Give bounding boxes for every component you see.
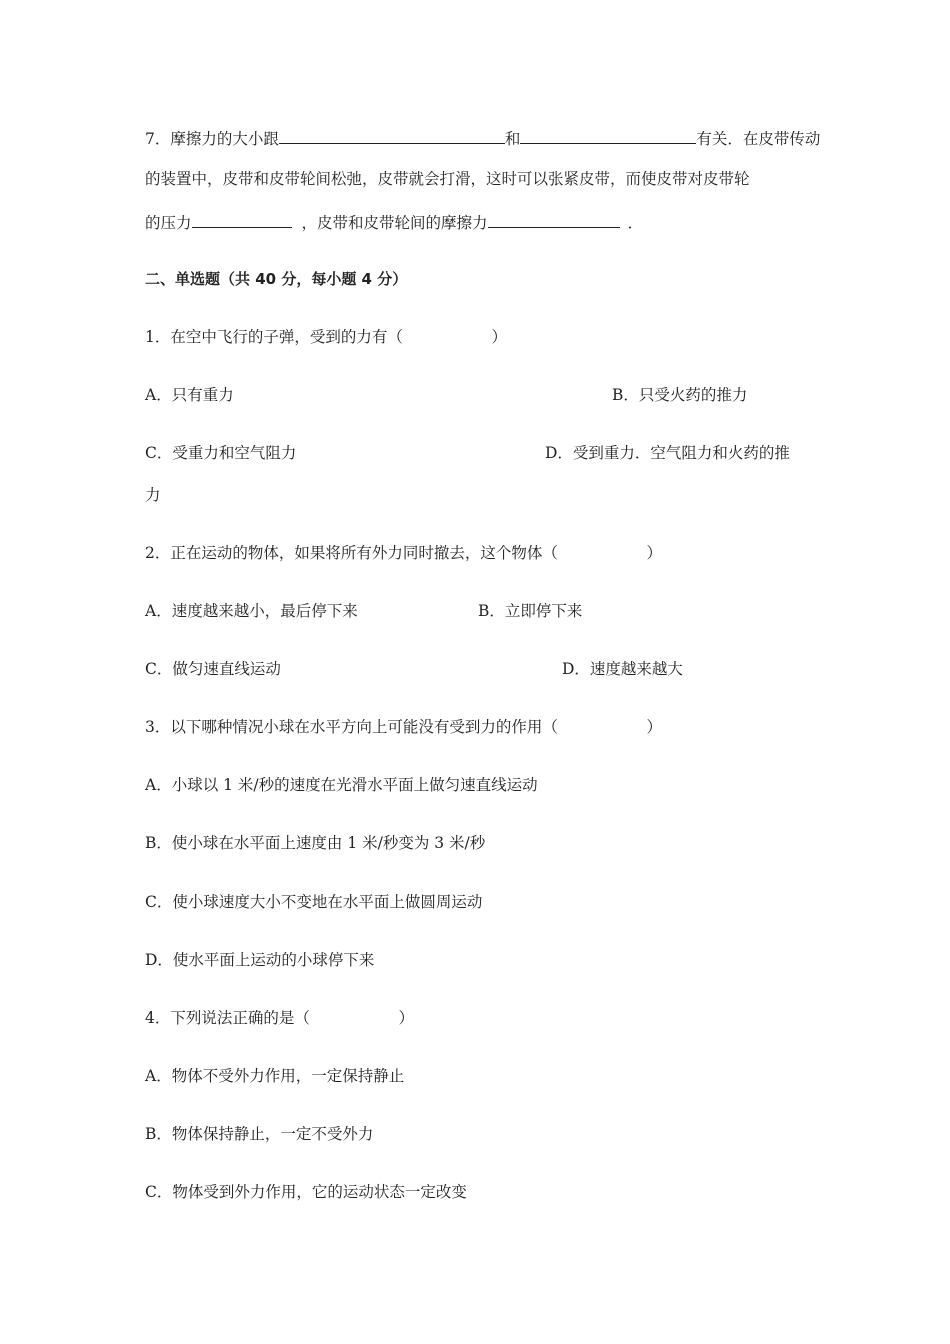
q7-text-5: ，皮带和皮带轮间的摩擦力 [301, 214, 488, 232]
question-3-option-a[interactable]: A．小球以 1 米/秒的速度在光滑水平面上做匀速直线运动 [145, 776, 538, 794]
q7-line-1 [145, 127, 820, 149]
section-title: 二、单选题（共 40 分，每小题 4 分） [145, 270, 408, 288]
question-4-stem: 4．下列说法正确的是（ ） [145, 1009, 415, 1027]
question-1-option-d[interactable]: D．受到重力．空气阻力和火药的推 [545, 444, 790, 462]
q7-blank-1[interactable] [279, 127, 505, 144]
question-3-option-b[interactable]: B．使小球在水平面上速度由 1 米/秒变为 3 米/秒 [145, 834, 486, 852]
q7-text-6: ． [627, 214, 644, 232]
question-1-stem: 1．在空中飞行的子弹，受到的力有（ ） [145, 328, 508, 346]
q7-blank-2[interactable] [520, 127, 696, 144]
question-1-option-c[interactable]: C．受重力和空气阻力 [145, 444, 297, 462]
question-2-stem: 2．正在运动的物体，如果将所有外力同时撤去，这个物体（ ） [145, 544, 663, 562]
question-4-option-b[interactable]: B．物体保持静止，一定不受外力 [145, 1125, 374, 1143]
question-1-option-a[interactable]: A．只有重力 [145, 386, 234, 404]
question-2-option-c[interactable]: C．做匀速直线运动 [145, 660, 281, 678]
question-2-option-a[interactable]: A．速度越来越小，最后停下来 [145, 602, 358, 620]
question-1-option-b[interactable]: B．只受火药的推力 [612, 386, 748, 404]
q7-line-3 [145, 211, 643, 233]
q7-blank-3[interactable] [192, 211, 292, 228]
question-2-option-b[interactable]: B．立即停下来 [478, 602, 583, 620]
q7-text-1: 7．摩擦力的大小跟 [145, 130, 279, 148]
question-3-stem: 3．以下哪种情况小球在水平方向上可能没有受到力的作用（ ） [145, 718, 663, 736]
q7-text-2: 和 [504, 130, 521, 148]
question-4-option-a[interactable]: A．物体不受外力作用，一定保持静止 [145, 1067, 405, 1085]
q7-text-3: 有关．在皮带传动 [696, 130, 821, 148]
q7-line-2: 的装置中，皮带和皮带轮间松弛，皮带就会打滑，这时可以张紧皮带，而使皮带对皮带轮 [145, 170, 750, 188]
question-3-option-c[interactable]: C．使小球速度大小不变地在水平面上做圆周运动 [145, 893, 483, 911]
question-1-option-d-cont: 力 [145, 486, 161, 504]
question-3-option-d[interactable]: D．使水平面上运动的小球停下来 [145, 951, 375, 969]
q7-text-4: 的压力 [145, 214, 192, 232]
question-2-option-d[interactable]: D．速度越来越大 [562, 660, 683, 678]
q7-blank-4[interactable] [488, 211, 620, 228]
question-4-option-c[interactable]: C．物体受到外力作用，它的运动状态一定改变 [145, 1183, 467, 1201]
